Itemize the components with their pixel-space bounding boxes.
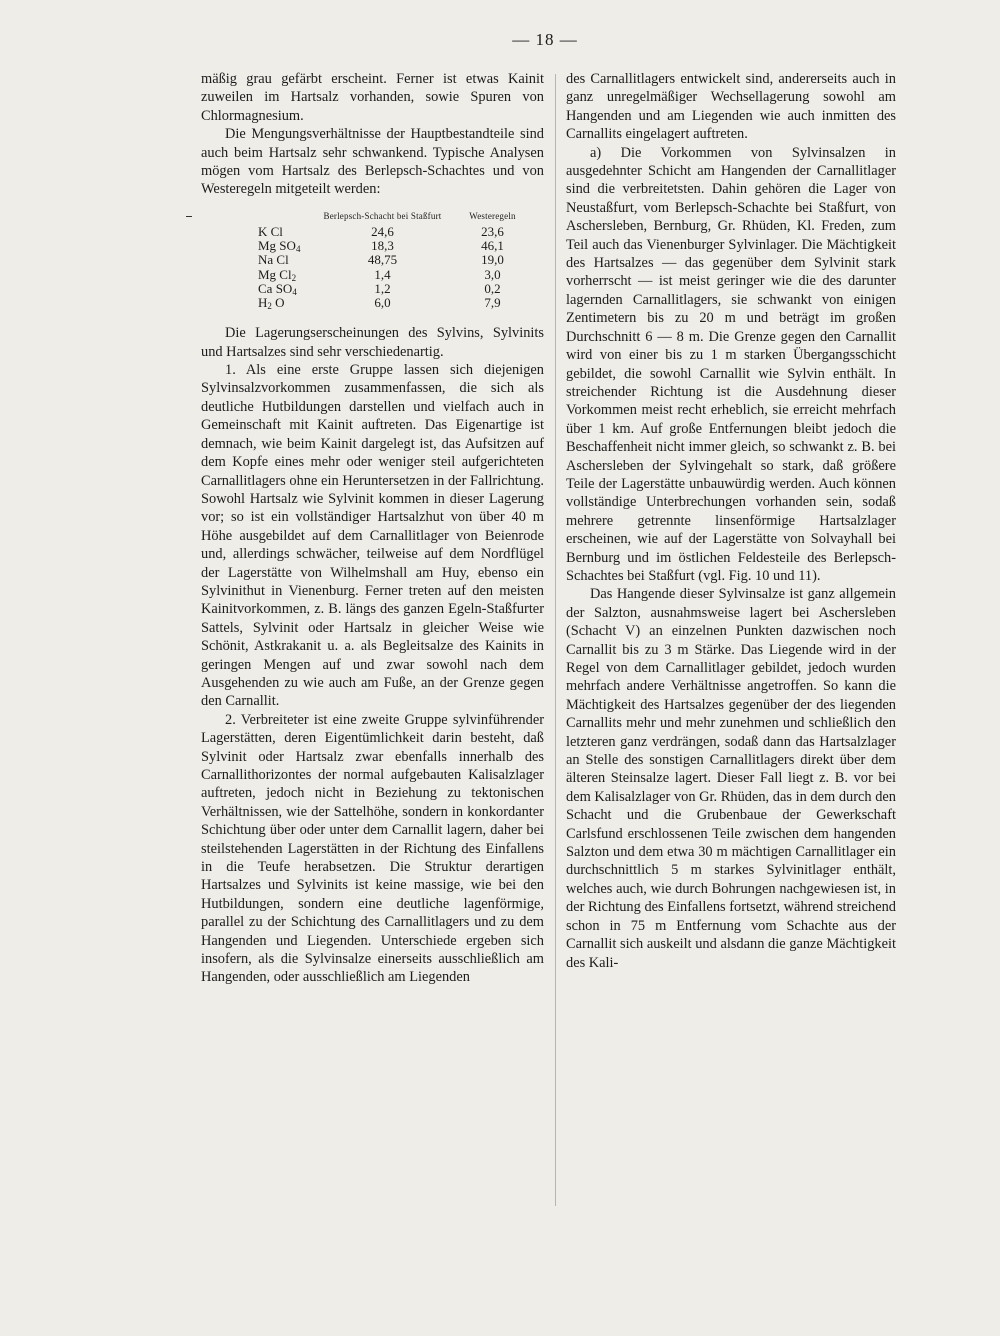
page-number: — 18 — xyxy=(512,30,578,49)
formula-base: H xyxy=(258,295,268,311)
value-berlepsch: 1,4 xyxy=(374,266,391,282)
left-column xyxy=(201,70,544,987)
paragraph: Die Lagerungserscheinungen des Sylvins, Sylvinits und Hartsalzes sind sehr verschiedenartig. xyxy=(201,325,544,360)
table-row xyxy=(258,296,540,310)
formula-subscript: 2 xyxy=(291,272,297,283)
paragraph: des Carnallitlagers entwickelt sind, andererseits auch in ganz unregelmäßiger Wechsellagerung sowohl am Hangenden und am Liegenden wie auch inmitten des Carnallits eingelagert auftreten. xyxy=(566,71,896,143)
right-text xyxy=(566,70,896,972)
formula-base: Mg SO xyxy=(258,238,296,254)
paragraph: mäßig grau gefärbt erscheint. Ferner ist etwas Kainit zuweilen im Hartsalz vorhanden, sowie Spuren von Chlormagnesium. xyxy=(201,71,544,124)
chemical-formula xyxy=(258,239,320,253)
value-westeregeln: 23,6 xyxy=(481,224,504,240)
column-divider xyxy=(555,74,556,1206)
paragraph: 2. Verbreiteter ist eine zweite Gruppe sylvinführender Lagerstätten, deren Eigentümlichkeit darin besteht, daß Sylvinit oder Hartsalz zwar ebenfalls innerhalb des Carnallithorizontes der normal aufgebauten Kalisalzlager auftreten, jedoch nicht in Beziehung zu tektonischen Verhältnissen, wie der Sattelhöhe, sondern in konkordanter Schichtung über oder unter dem Carnallit lagern, daher bei steilstehenden Lagerstätten in der Richtung des Einfallens in die Teufe herabsetzen. Die Struktur derartigen Hartsalzes und Sylvinits ist keine massige, wie bei den Hutbildungen, sondern eine deutliche lagenförmige, parallel zu der Schichtung des Carnallitlagers und zu dem Hangenden und Liegenden. Unterschiede ergeben sich insofern, als die Sylvinsalze einerseits ausschließlich am Hangenden, oder ausschließlich am Liegenden xyxy=(201,711,544,986)
chemical-formula xyxy=(258,268,320,282)
paragraph: Die Mengungsverhältnisse der Hauptbestandteile sind auch beim Hartsalz sehr schwankend. Typische Analysen mögen vom Hartsalz des Berlepsch-Schachtes und von Westeregeln mitgeteilt werden: xyxy=(201,126,544,198)
formula-base: K Cl xyxy=(258,224,283,240)
margin-mark xyxy=(186,216,192,217)
left-text-after-table xyxy=(201,324,544,987)
value-westeregeln: 0,2 xyxy=(484,280,501,296)
value-berlepsch: 24,6 xyxy=(371,224,394,240)
value-berlepsch: 6,0 xyxy=(374,295,391,311)
analysis-table-body xyxy=(258,225,540,310)
value-westeregeln: 19,0 xyxy=(481,252,504,268)
table-row xyxy=(258,253,540,267)
formula-subscript: 2 xyxy=(267,301,272,312)
value-berlepsch: 18,3 xyxy=(371,238,394,254)
table-header-westeregeln: Westeregeln xyxy=(469,210,516,221)
formula-base: Mg Cl xyxy=(258,266,292,282)
right-column xyxy=(566,70,896,972)
formula-subscript: 4 xyxy=(292,286,297,297)
analysis-table-header xyxy=(258,209,540,225)
chemical-formula xyxy=(258,253,320,267)
chemical-formula xyxy=(258,225,320,239)
left-text-before-table xyxy=(201,70,544,199)
formula-subscript: 4 xyxy=(295,244,301,255)
value-westeregeln: 46,1 xyxy=(481,238,504,254)
table-row xyxy=(258,239,540,253)
analysis-table xyxy=(258,209,540,310)
formula-base: Na Cl xyxy=(258,252,289,268)
table-row xyxy=(258,225,540,239)
paragraph: Das Hangende dieser Sylvinsalze ist ganz allgemein der Salzton, ausnahmsweise lagert bei Aschersleben (Schacht V) an einzelnen Punkten dazwischen noch Carnallit bis zu 3 m Stärke. Das Liegende wird in der Regel von dem Carnallitlager gebildet, jedoch wurden mehrfach andere Verhältnisse angetroffen. So kann die Mächtigkeit des Hartsalzes gegenüber der des liegenden Carnallits mehr und mehr zunehmen und schließlich den letzteren ganz verdrängen, sodaß dann das Hartsalzlager an Stelle des sonstigen Carnallitlagers direkt über dem älteren Steinsalze lagert. Dieser Fall liegt z. B. vor bei dem Kalisalzlager von Gr. Rhüden, das in dem durch den Schacht und die Grubenbaue der Gewerkschaft Carlsfund erschlossenen Teile zwischen dem hangenden Salzton und dem etwa 30 m mächtigen Carnallitlager ein durchschnittlich 5 m starkes Sylvinitlager enthält, welches auch, wie durch Bohrungen nachgewiesen ist, in der Richtung des Einfallens fortsetzt, während streichend schon in 75 m Entfernung vom Schachte aus der Carnallit sich auskeilt und alsdann die ganze Mächtigkeit des Kali- xyxy=(566,586,896,971)
table-row xyxy=(258,268,540,282)
value-westeregeln: 7,9 xyxy=(484,295,501,311)
chemical-formula xyxy=(258,282,320,296)
formula-tail: O xyxy=(271,295,285,311)
chemical-formula xyxy=(258,296,320,310)
formula-base: Ca SO xyxy=(258,280,293,296)
paragraph: 1. Als eine erste Gruppe lassen sich diejenigen Sylvinsalzvorkommen zusammenfassen, die sich als deutliche Hutbildungen darstellen und vielfach auch in Gemeinschaft mit Kainit auftreten. Das Eigenartige ist demnach, wie beim Kainit dargelegt ist, das Aufsitzen auf dem Kopfe eines mehr oder weniger steil aufgerichteten Carnallitlagers ohne ein Heruntersetzen in der Fallrichtung. Sowohl Hartsalz wie Sylvinit kommen in dieser Lagerung vor; so ist ein vollständiger Hartsalzhut von über 40 m Höhe ausgebildet auf dem Carnallitlager von Beienrode und, allerdings schwächer, teilweise auf dem Nordflügel der Lagerstätte von Wilhelmshall am Huy, ebenso ein Sylvinithut in Vienenburg. Ferner treten auf den meisten Kainitvorkommen, z. B. längs des ganzen Egeln-Staßfurter Sattels, Sylvinit oder Hartsalz in gleicher Weise wie Schönit, Astkrakanit u. a. als Begleitsalze des Kainits in geringen Mengen auf und zwar sowohl nach dem Ausgehenden zu wie auch am Fuße, an der Grenze gegen den Carnallit. xyxy=(201,362,544,710)
paragraph: a) Die Vorkommen von Sylvinsalzen in ausgedehnter Schicht am Hangenden der Carnallitlager sind die verbreitetsten. Dahin gehören die Lager von Neustaßfurt, vom Berlepsch-Schachte bei Staßfurt, von Aschersleben, Bernburg, Gr. Rhüden, Kl. Freden, zum Teil auch das Vienenburger Sylvinlager. Die Mächtigkeit des Hartsalzes — das gegenüber dem Sylvinit stark vorherrscht — ist meist geringer wie die des darunter lagernden Carnallitlagers, sie schwankt von einigen Zentimetern bis zu 20 m und beträgt im großen Durchschnitt 6 — 8 m. Die Grenze gegen den Carnallit wird von einer bis zu 1 m starken Übergangsschicht gebildet, die sowohl Carnallit wie Sylvin enthält. In streichender Richtung ist die Ausdehnung dieser Vorkommen meist recht erheblich, sie erreicht mehrfach über 1 km. Auf große Entfernungen bleibt jedoch die Beschaffenheit nicht immer gleich, so schwankt z. B. bei Aschersleben der Sylvingehalt so stark, daß größere Teile der Lagerstätte unbauwürdig werden. Auch können vollständige Unterbrechungen vorhanden sein, sodaß mehrere getrennte linsenförmige Hartsalzlager erscheinen, wie auf der Lagerstätte von Solvayhall bei Bernburg und im östlichen Feldesteile des Berlepsch-Schachtes bei Staßfurt (vgl. Fig. 10 und 11). xyxy=(566,144,896,584)
table-header-berlepsch: Berlepsch-Schacht bei Staßfurt xyxy=(323,210,442,221)
table-row xyxy=(258,282,540,296)
value-berlepsch: 48,75 xyxy=(367,252,398,268)
table-header-component xyxy=(258,209,320,225)
value-berlepsch: 1,2 xyxy=(374,280,391,296)
value-westeregeln: 3,0 xyxy=(484,266,501,282)
